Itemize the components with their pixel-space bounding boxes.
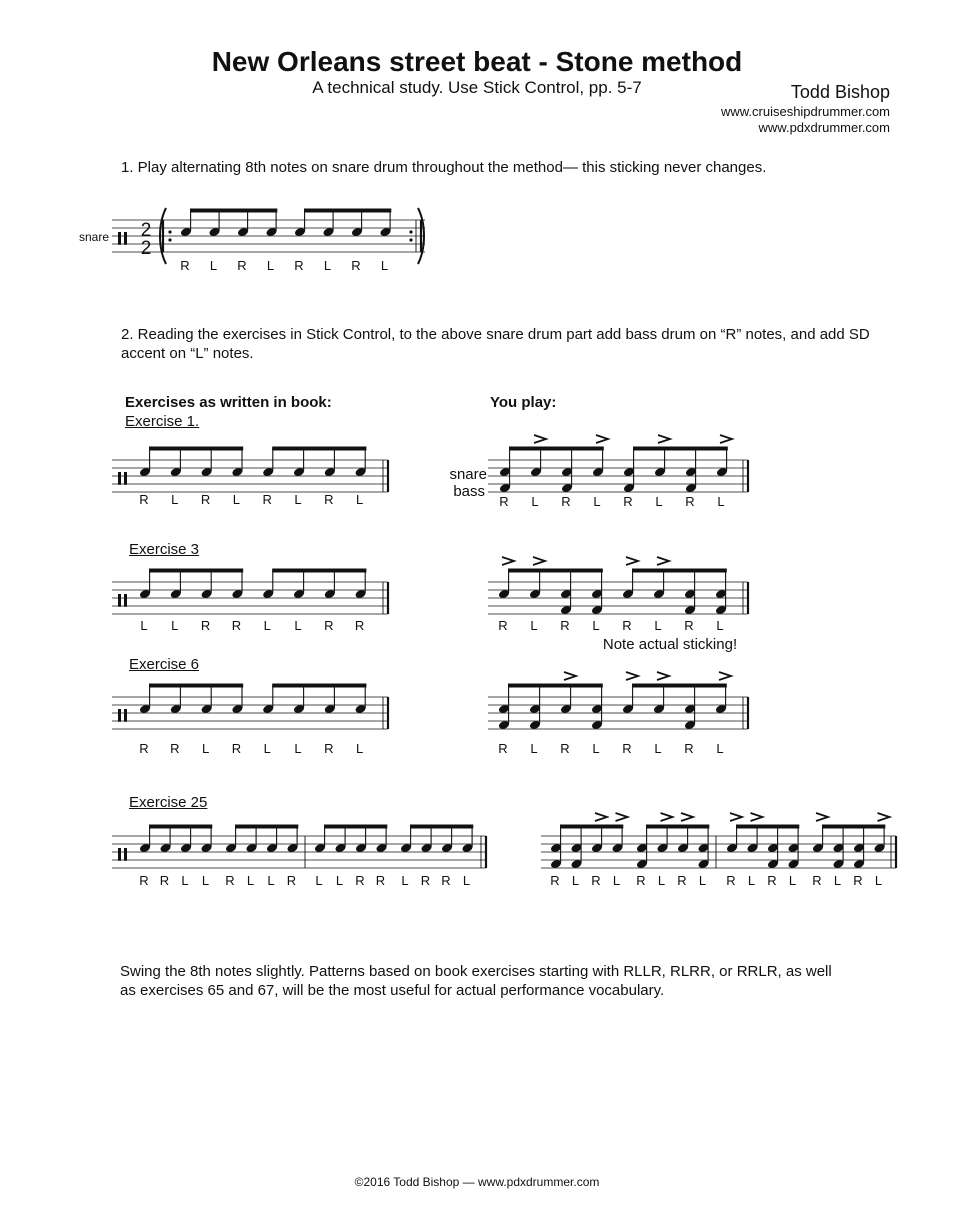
book-sticking-letter: L [171, 492, 179, 507]
book-sticking-letter: R [355, 873, 365, 888]
play-sticking-letter: R [560, 741, 570, 756]
book-sticking-letter: L [201, 873, 210, 888]
play-sticking-letter: R [550, 873, 560, 888]
book-sticking-letter: R [420, 873, 431, 888]
book-sticking-letter: L [462, 873, 471, 888]
accent-mark [657, 557, 669, 565]
website-cruiseshipdrummer: www.cruiseshipdrummer.com [720, 104, 890, 119]
book-sticking-letter: R [139, 741, 149, 756]
book-sticking-letter: L [355, 741, 364, 756]
snare-label: snare [449, 466, 487, 483]
book-sticking-letter: L [355, 492, 364, 507]
book-sticking-letter: R [139, 492, 149, 507]
play-sticking-letter: R [591, 873, 601, 888]
book-sticking-letter: R [200, 618, 211, 633]
exercise-1-label: Exercise 1. [125, 413, 200, 430]
book-sticking-letter: L [246, 873, 255, 888]
sticking-letter: L [266, 258, 275, 273]
book-sticking-letter: R [286, 873, 297, 888]
play-sticking-letter: L [833, 873, 842, 888]
book-sticking-letter: L [294, 492, 302, 507]
accent-mark [658, 435, 670, 443]
note-beam [149, 447, 243, 451]
percussion-clef [118, 848, 121, 861]
repeat-dot [168, 230, 171, 233]
play-sticking-letter: R [622, 618, 632, 633]
book-sticking-letter: L [171, 618, 179, 633]
book-sticking-letter: L [401, 873, 409, 888]
book-sticking-letter: R [375, 873, 386, 888]
note-beam [324, 825, 387, 829]
copyright-footer: ©2016 Todd Bishop — www.pdxdrummer.com [354, 1175, 600, 1189]
time-signature-denominator: 2 [140, 238, 152, 259]
note-beam [272, 684, 366, 688]
book-sticking-letter: R [225, 873, 235, 888]
note-beam [560, 825, 623, 829]
book-sticking-letter: R [200, 492, 211, 507]
book-sticking-letter: R [324, 741, 334, 756]
accent-mark [596, 435, 608, 443]
accent-mark [534, 435, 546, 443]
play-sticking-letter: R [685, 494, 695, 509]
exercise-6-label: Exercise 6 [129, 656, 200, 673]
closing-note: Swing the 8th notes slightly. Patterns based on book exercises starting with RLLR, RLRR, or RRLR, as well as exercises 65 and 67, will be the most useful for actual performance vocabulary. [120, 963, 832, 999]
play-sticking-letter: L [592, 741, 600, 756]
book-sticking-letter: R [170, 741, 180, 756]
page-subtitle: A technical study. Use Stick Control, pp. 5-7 [312, 78, 642, 97]
book-sticking-letter: R [441, 873, 451, 888]
book-sticking-letter: L [294, 618, 302, 633]
note-beam [190, 209, 277, 213]
play-sticking-letter: L [657, 873, 666, 888]
accent-mark [616, 813, 628, 821]
sticking-letter: R [294, 258, 304, 273]
play-sticking-letter: L [612, 873, 621, 888]
note-beam [822, 825, 885, 829]
accent-mark [661, 813, 673, 821]
accent-mark [878, 813, 890, 821]
play-sticking-letter: R [498, 741, 508, 756]
play-sticking-letter: R [677, 873, 687, 888]
percussion-clef [124, 472, 127, 485]
play-sticking-letter: R [636, 873, 646, 888]
percussion-clef [124, 848, 127, 861]
accent-mark [751, 813, 763, 821]
book-sticking-letter: L [335, 873, 344, 888]
book-sticking-letter: R [262, 492, 272, 507]
book-sticking-letter: R [159, 873, 170, 888]
accent-mark [720, 435, 732, 443]
author-name: Todd Bishop [790, 82, 890, 102]
note-beam [272, 569, 366, 573]
sticking-letter: L [323, 258, 332, 273]
note-beam [646, 825, 709, 829]
accent-mark [564, 672, 576, 680]
note-beam [272, 447, 366, 451]
play-sticking-letter: R [561, 494, 571, 509]
note-beam [149, 569, 243, 573]
play-sticking-letter: L [593, 494, 601, 509]
play-sticking-letter: R [767, 873, 777, 888]
play-sticking-letter: L [874, 873, 883, 888]
note-beam [149, 684, 243, 688]
play-sticking-letter: L [788, 873, 797, 888]
note-beam [508, 684, 603, 688]
accent-mark [816, 813, 828, 821]
play-sticking-letter: L [530, 618, 538, 633]
book-sticking-letter: R [139, 873, 149, 888]
note-beam [508, 569, 603, 573]
instruction-step-1: 1. Play alternating 8th notes on snare drum throughout the method— this sticking never changes. [121, 159, 767, 176]
accent-mark [730, 813, 742, 821]
accent-mark [502, 557, 514, 565]
play-sticking-letter: L [655, 494, 663, 509]
exercise-25-label: Exercise 25 [129, 794, 208, 811]
accent-mark [533, 557, 545, 565]
play-sticking-letter: R [684, 741, 694, 756]
note-actual-sticking: Note actual sticking! [602, 636, 738, 653]
play-sticking-letter: L [530, 741, 538, 756]
percussion-clef [124, 594, 127, 607]
note-beam [633, 447, 728, 451]
percussion-clef [124, 232, 127, 245]
note-beam [304, 209, 391, 213]
play-sticking-letter: L [654, 741, 662, 756]
book-sticking-letter: R [324, 492, 334, 507]
note-beam [149, 825, 212, 829]
sticking-letter: R [180, 258, 190, 273]
play-sticking-letter: R [499, 494, 509, 509]
accent-mark [681, 813, 693, 821]
bass-label: bass [453, 483, 485, 500]
book-sticking-letter: R [354, 618, 365, 633]
play-sticking-letter: R [853, 873, 863, 888]
book-sticking-letter: L [263, 618, 271, 633]
book-sticking-letter: L [294, 741, 302, 756]
column-heading-you-play: You play: [490, 394, 557, 411]
play-sticking-letter: R [560, 618, 570, 633]
time-signature-numerator: 2 [140, 220, 152, 241]
sticking-letter: L [209, 258, 218, 273]
play-sticking-letter: L [698, 873, 707, 888]
instruction-step-2: 2. Reading the exercises in Stick Control, to the above snare drum part add bass drum on “R” notes, and add SD accent on “L” notes. [121, 326, 870, 362]
book-sticking-letter: L [140, 618, 148, 633]
note-beam [736, 825, 799, 829]
website-pdxdrummer: www.pdxdrummer.com [758, 120, 890, 135]
play-sticking-letter: L [717, 494, 725, 509]
percussion-clef [118, 472, 121, 485]
page-title: New Orleans street beat - Stone method [211, 46, 743, 77]
book-sticking-letter: L [315, 873, 323, 888]
book-sticking-letter: L [267, 873, 275, 888]
play-sticking-letter: R [622, 741, 632, 756]
book-sticking-letter: R [231, 741, 242, 756]
play-sticking-letter: L [716, 741, 724, 756]
exercise-3-label: Exercise 3 [129, 541, 200, 558]
note-beam [632, 569, 727, 573]
note-beam [235, 825, 298, 829]
accent-mark [626, 672, 638, 680]
note-beam [410, 825, 473, 829]
percussion-clef [124, 709, 127, 722]
play-sticking-letter: L [592, 618, 600, 633]
play-sticking-letter: R [623, 494, 633, 509]
repeat-dot [409, 238, 412, 241]
repeat-dot [409, 230, 412, 233]
percussion-clef [118, 232, 121, 245]
play-sticking-letter: L [654, 618, 662, 633]
sticking-letter: R [237, 258, 247, 273]
play-sticking-letter: L [747, 873, 756, 888]
play-sticking-letter: R [726, 873, 736, 888]
play-sticking-letter: R [684, 618, 694, 633]
book-sticking-letter: L [201, 741, 210, 756]
sticking-letter: R [351, 258, 361, 273]
play-sticking-letter: L [531, 494, 539, 509]
note-beam [509, 447, 604, 451]
percussion-clef [118, 594, 121, 607]
book-sticking-letter: R [324, 618, 334, 633]
play-sticking-letter: R [498, 618, 508, 633]
book-sticking-letter: L [232, 492, 241, 507]
percussion-clef [118, 709, 121, 722]
repeat-dot [168, 238, 171, 241]
snare-label: snare [78, 230, 109, 244]
accent-mark [657, 672, 669, 680]
book-sticking-letter: L [263, 741, 271, 756]
accent-mark [719, 672, 731, 680]
accent-mark [626, 557, 638, 565]
accent-mark [595, 813, 607, 821]
play-sticking-letter: L [716, 618, 724, 633]
note-beam [632, 684, 727, 688]
play-sticking-letter: R [812, 873, 822, 888]
column-heading-book: Exercises as written in book: [125, 394, 332, 411]
play-sticking-letter: L [571, 873, 580, 888]
book-sticking-letter: R [231, 618, 242, 633]
sticking-letter: L [380, 258, 389, 273]
book-sticking-letter: L [181, 873, 189, 888]
